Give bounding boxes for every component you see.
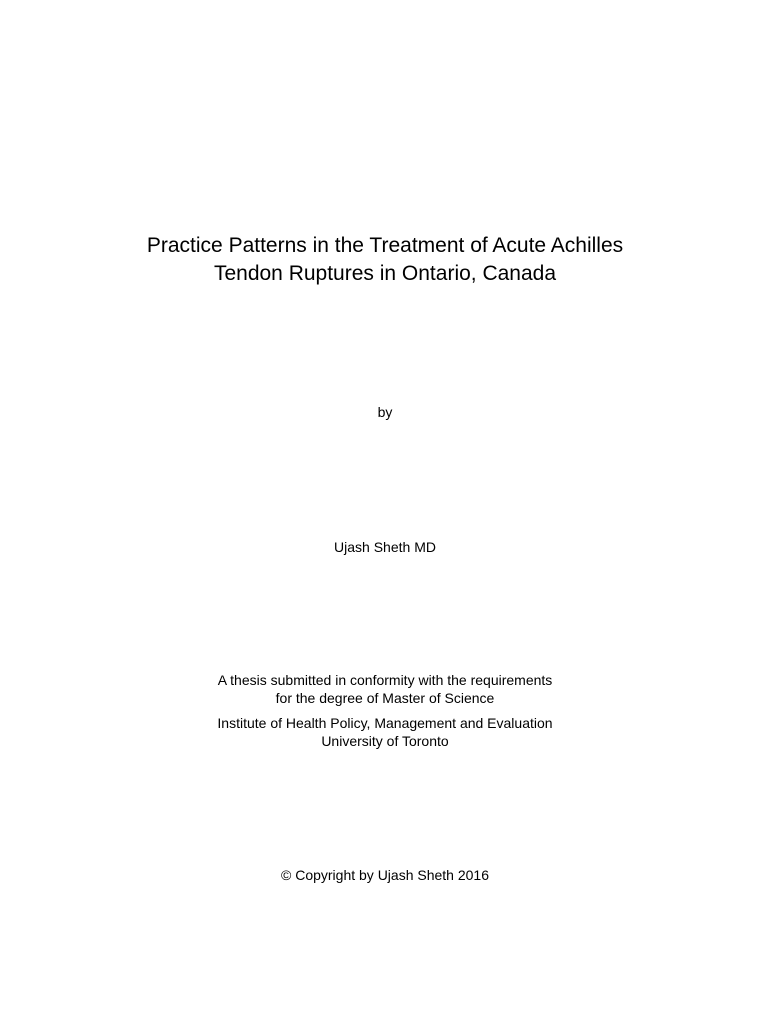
degree-statement-line-1: A thesis submitted in conformity with the requirements [217,672,553,688]
degree-statement [0,671,770,707]
by-label: by [377,404,393,420]
author-name: Ujash Sheth MD [334,539,436,555]
thesis-title-line-2: Tendon Ruptures in Ontario, Canada [213,262,557,285]
copyright-notice: © Copyright by Ujash Sheth 2016 [281,867,489,883]
institution-block [0,714,770,750]
thesis-title [0,232,770,288]
institute-name: Institute of Health Policy, Management and Evaluation [217,715,553,731]
degree-statement-line-2: for the degree of Master of Science [275,690,495,706]
university-name: University of Toronto [321,733,449,749]
thesis-title-line-1: Practice Patterns in the Treatment of Acute Achilles [146,234,624,257]
